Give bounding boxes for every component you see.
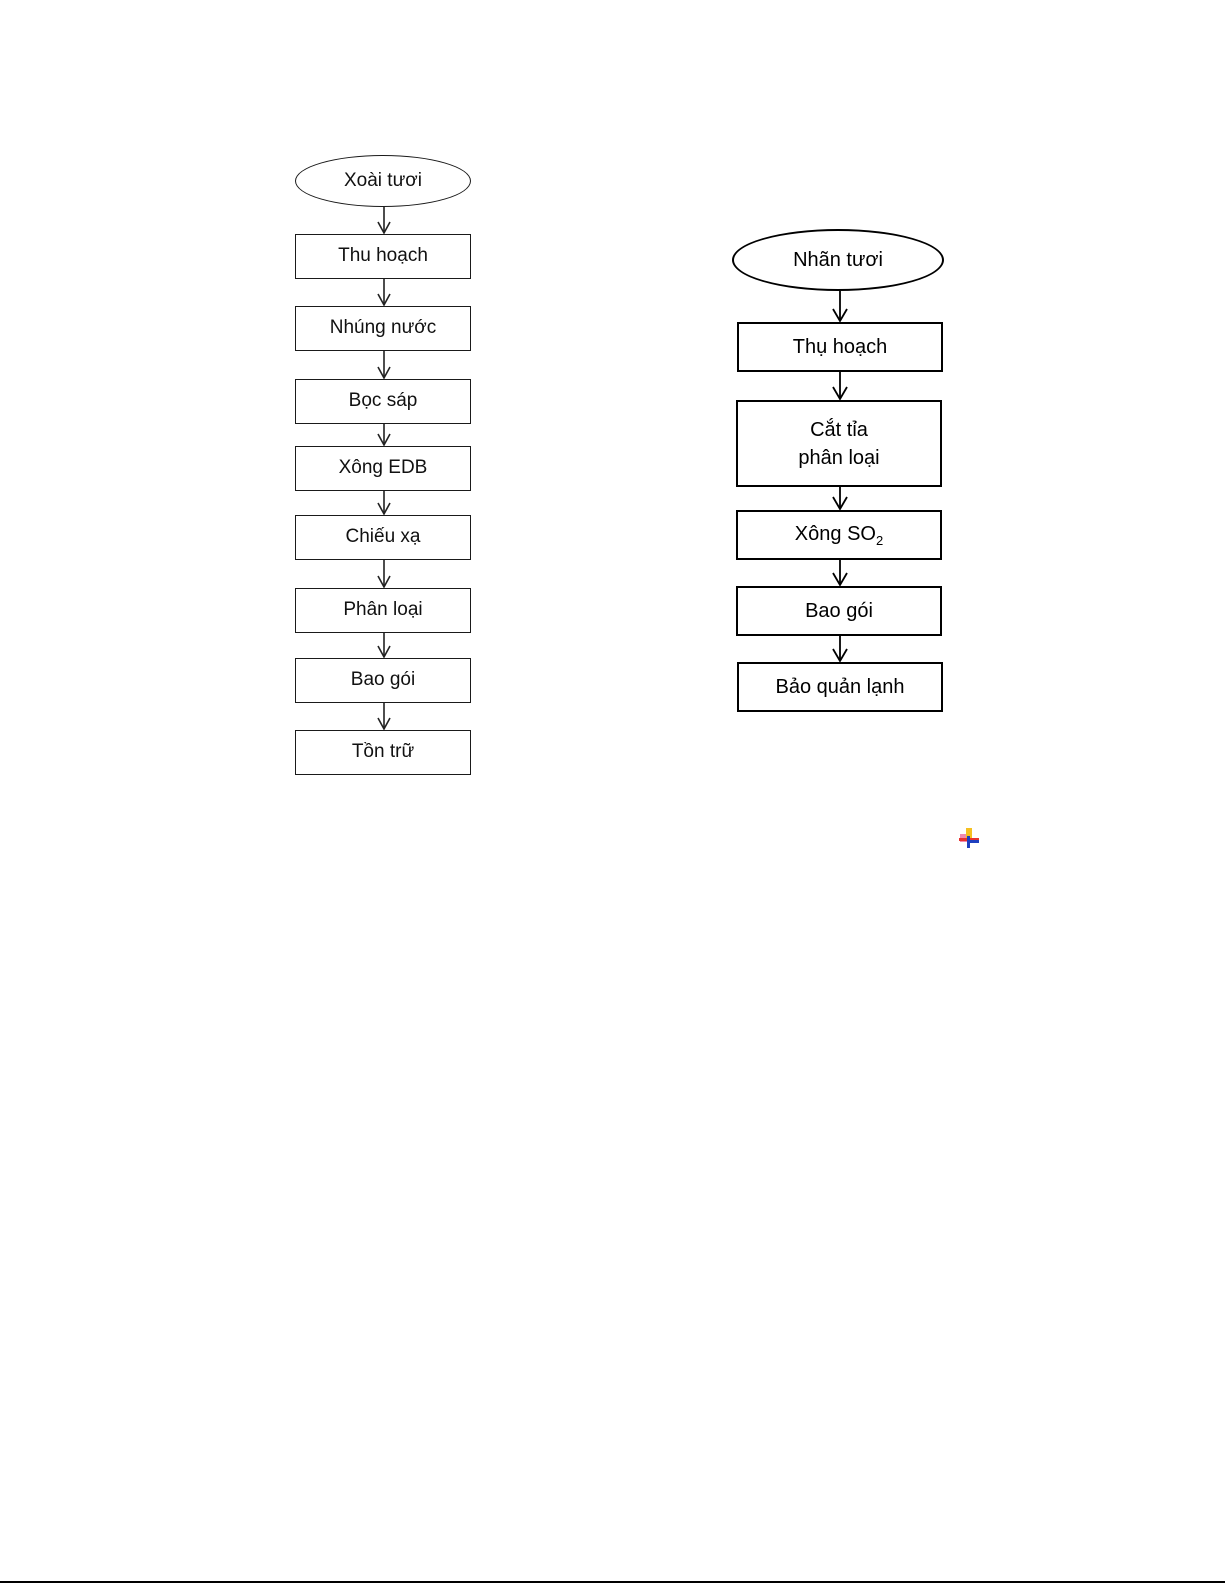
longan-step-trim-sort xyxy=(736,400,942,487)
longan-fumigate-subscript: 2 xyxy=(875,532,884,548)
mango-step-water-dip xyxy=(295,306,471,351)
longan-step-harvest xyxy=(737,322,943,372)
mango-arrow xyxy=(378,491,390,514)
mango-step-packaging xyxy=(295,658,471,703)
mango-arrow xyxy=(378,279,390,305)
mango-step-label: Thu hoạch xyxy=(338,245,428,267)
mango-arrow xyxy=(378,633,390,657)
mango-step-edb-fumigation xyxy=(295,446,471,491)
mango-step-label: Chiếu xạ xyxy=(345,526,421,548)
mango-step-label: Xông EDB xyxy=(338,457,428,479)
longan-step-label: Thụ hoạch xyxy=(792,336,888,358)
longan-arrow xyxy=(833,487,847,509)
mango-step-wax-coating xyxy=(295,379,471,424)
mango-arrow xyxy=(378,424,390,445)
longan-step-label: Bảo quản lạnh xyxy=(775,676,905,698)
longan-start-node xyxy=(732,229,944,291)
longan-arrow xyxy=(833,636,847,661)
mango-arrow xyxy=(378,560,390,587)
mango-step-harvest xyxy=(295,234,471,279)
embedded-object-icon xyxy=(958,826,980,848)
longan-step-label xyxy=(795,520,883,550)
mango-step-irradiation xyxy=(295,515,471,560)
mango-step-sorting xyxy=(295,588,471,633)
longan-step-cold-storage xyxy=(737,662,943,712)
longan-arrow xyxy=(833,291,847,321)
longan-fumigate-prefix: Xông SO xyxy=(794,522,876,545)
page-bottom-rule xyxy=(0,1581,1225,1583)
mango-start-label: Xoài tươi xyxy=(344,169,422,191)
longan-step-so2-fumigation xyxy=(736,510,942,560)
mango-step-label: Bọc sáp xyxy=(348,390,418,412)
longan-step-label: Bao gói xyxy=(805,600,873,622)
longan-start-label: Nhãn tươi xyxy=(793,249,883,271)
mango-step-label: Nhúng nước xyxy=(329,317,437,339)
longan-step-label-line2: phân loại xyxy=(798,446,880,469)
longan-arrow xyxy=(833,560,847,585)
longan-step-label-line1: Cắt tỉa xyxy=(810,418,868,441)
longan-step-packaging xyxy=(736,586,942,636)
mango-step-label: Tồn trữ xyxy=(351,741,415,763)
mango-arrow xyxy=(378,703,390,729)
mango-step-label: Bao gói xyxy=(350,669,416,691)
mango-step-label: Phân loại xyxy=(343,599,423,621)
mango-arrow xyxy=(378,207,390,233)
longan-arrow xyxy=(833,372,847,399)
mango-step-storage xyxy=(295,730,471,775)
mango-arrow xyxy=(378,351,390,378)
mango-start-node xyxy=(295,155,471,207)
